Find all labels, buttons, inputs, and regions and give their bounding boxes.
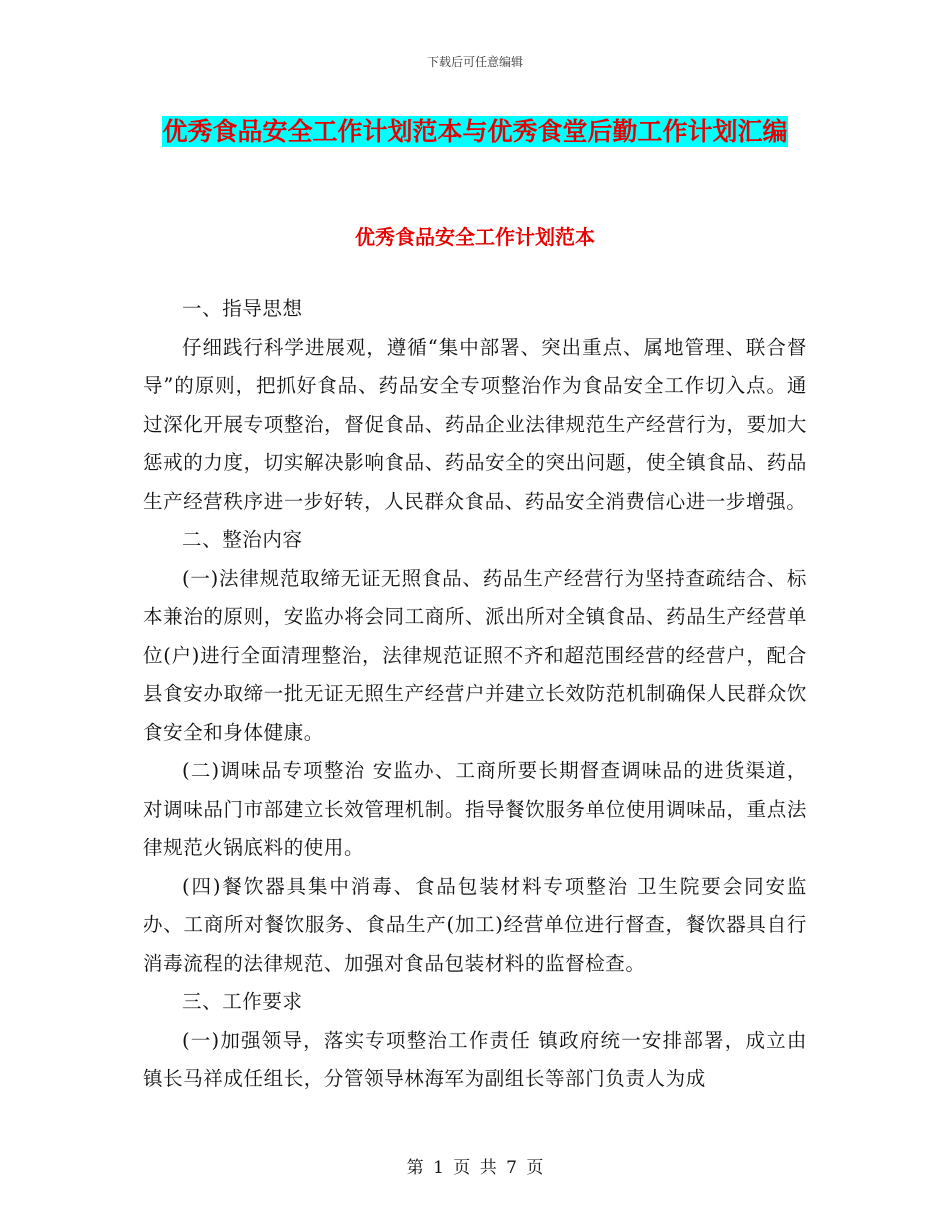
section-title: 优秀食品安全工作计划范本 <box>355 225 595 249</box>
paragraph-guiding-ideology: 仔细践行科学进展观，遵循“集中部署、突出重点、属地管理、联合督导”的原则，把抓好食品、药品安全专项整治作为食品安全工作切入点。通过深化开展专项整治，督促食品、药品企业法律规范生产经营行为，要加大惩戒的力度，切实解决影响食品、药品安全的突出问题，使全镇食品、药品生产经营秩序进一步好转，人民群众食品、药品安全消费信心进一步增强。 <box>143 335 807 513</box>
paragraph-leadership: (一)加强领导，落实专项整治工作责任 镇政府统一安排部署，成立由镇长马祥成任组长，分管领导林海军为副组长等部门负责人为成 <box>143 1028 807 1090</box>
body-text <box>143 290 807 1099</box>
document-title-highlight: 优秀食品安全工作计划范本与优秀食堂后勤工作计划汇编 <box>162 117 788 146</box>
document-title <box>143 110 807 154</box>
page-indicator: 第 1 页 共 7 页 <box>406 1158 544 1178</box>
heading-rectification-content: 二、整治内容 <box>182 528 303 551</box>
paragraph-tableware-packaging: (四)餐饮器具集中消毒、食品包装材料专项整治 卫生院要会同安监办、工商所对餐饮服务、食品生产(加工)经营单位进行督查，餐饮器具自行消毒流程的法律规范、加强对食品包装材料的监督检查。 <box>143 874 807 975</box>
header-note: 下载后可任意编辑 <box>426 55 523 69</box>
heading-work-requirements: 三、工作要求 <box>182 990 303 1013</box>
paragraph-unlicensed-operations: (一)法律规范取缔无证无照食品、药品生产经营行为坚持查疏结合、标本兼治的原则，安监办将会同工商所、派出所对全镇食品、药品生产经营单位(户)进行全面清理整治，法律规范证照不齐和超范围经营的经营户，配合县食安办取缔一批无证无照生产经营户并建立长效防范机制确保人民群众饮食安全和身体健康。 <box>143 566 807 744</box>
heading-guiding-ideology: 一、指导思想 <box>182 297 303 320</box>
paragraph-condiments: (二)调味品专项整治 安监办、工商所要长期督查调味品的进货渠道，对调味品门市部建立长效管理机制。指导餐饮服务单位使用调味品，重点法律规范火锅底料的使用。 <box>143 759 807 859</box>
